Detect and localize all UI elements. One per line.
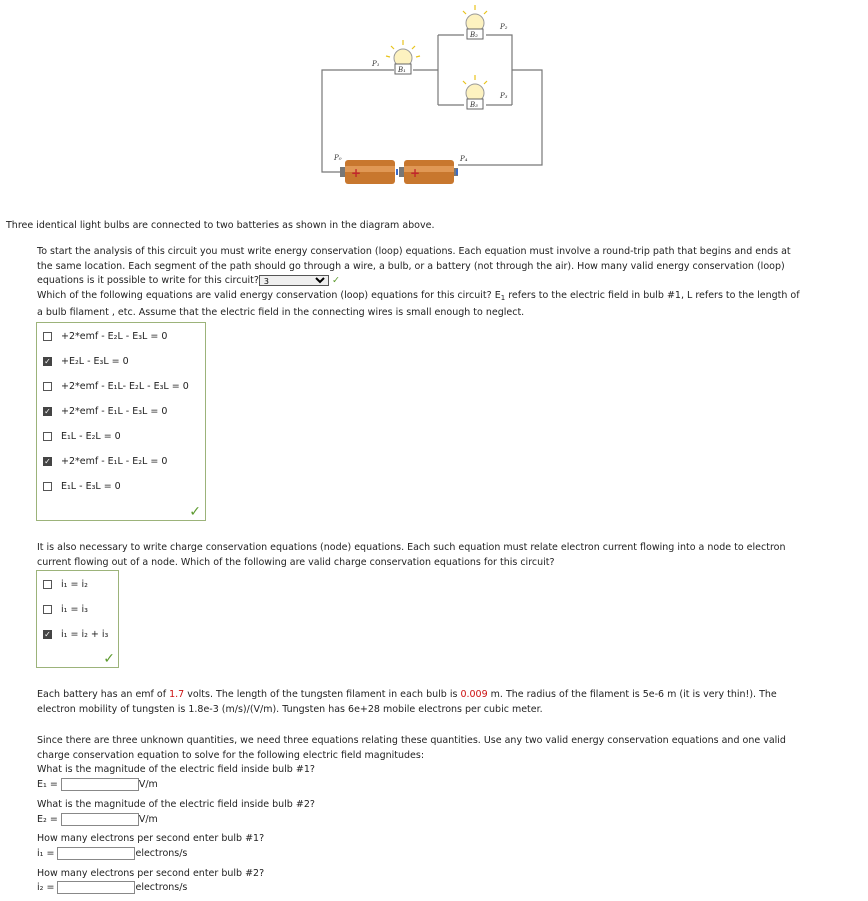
q-i1: How many electrons per second enter bulb #1? — [37, 833, 265, 845]
option-label: +2*emf - E₁L - E₂L = 0 — [61, 456, 168, 467]
loop-option-3[interactable] — [37, 374, 205, 399]
loop-option-2[interactable] — [37, 349, 205, 374]
e1-unit: V/m — [138, 779, 158, 791]
i2-unit: electrons/s — [135, 882, 188, 894]
loop-q2-1b: refers to the electric field in bulb #1, L refers to the length of — [505, 290, 800, 302]
node-option-2[interactable] — [37, 597, 118, 622]
i2-label: i₂ = — [37, 882, 55, 894]
label-p2: P₂ — [500, 23, 508, 31]
node-option-1[interactable] — [37, 572, 118, 597]
label-p3: P₃ — [500, 92, 508, 100]
option-label: i₁ = i₃ — [61, 604, 88, 615]
option-label: E₁L - E₂L = 0 — [61, 431, 121, 442]
check-icon: ✓ — [103, 651, 115, 667]
loop-option-5[interactable] — [37, 424, 205, 449]
e1-label: E₁ = — [37, 779, 58, 791]
option-label: E₁L - E₃L = 0 — [61, 481, 121, 492]
checkbox[interactable] — [43, 605, 52, 614]
option-label: i₁ = i₂ + i₃ — [61, 629, 109, 640]
checkbox[interactable]: ✓ — [44, 456, 51, 466]
checkbox[interactable]: ✓ — [44, 406, 51, 416]
loop-options-box — [36, 322, 206, 521]
option-label: +2*emf - E₁L - E₃L = 0 — [61, 406, 168, 417]
checkbox[interactable] — [43, 382, 52, 391]
loop-option-7[interactable] — [37, 474, 205, 499]
battery-text-2: electron mobility of tungsten is 1.8e-3 (m/s)/(V/m). Tungsten has 6e+28 mobile electrons per cubic meter. — [37, 703, 543, 715]
loop-text-3: equations is it possible to write for this circuit? — [37, 275, 259, 287]
battery-text-c: m. The radius of the filament is 5e-6 m (it is very thin!). The — [487, 689, 777, 700]
e2-label: E₂ = — [37, 813, 58, 825]
option-label: +E₂L - E₃L = 0 — [61, 356, 129, 367]
e1-input[interactable] — [61, 778, 139, 791]
circuit-diagram — [300, 0, 560, 195]
node-text-2: current flowing out of a node. Which of the following are valid charge conservation equations for this circuit? — [37, 556, 555, 568]
label-p0: P₀ — [334, 154, 342, 162]
q-e1: What is the magnitude of the electric field inside bulb #1? — [37, 764, 315, 776]
q-e2: What is the magnitude of the electric field inside bulb #2? — [37, 798, 315, 810]
loop-option-1[interactable] — [37, 324, 205, 349]
loop-option-6[interactable] — [37, 449, 205, 474]
loop-option-4[interactable] — [37, 399, 205, 424]
i1-unit: electrons/s — [135, 847, 188, 859]
checkbox[interactable] — [43, 580, 52, 589]
loop-text-1: To start the analysis of this circuit you must write energy conservation (loop) equations. Each equation must involve a round-trip path that begins and ends at — [37, 246, 791, 257]
battery-text-a: Each battery has an emf of — [37, 689, 170, 700]
label-b2: B₂ — [470, 31, 478, 39]
label-b3: B₃ — [470, 101, 478, 109]
node-option-3[interactable] — [37, 622, 118, 647]
intro-text: Three identical light bulbs are connected to two batteries as shown in the diagram above. — [6, 220, 435, 231]
e2-unit: V/m — [138, 813, 158, 825]
option-label: +2*emf - E₁L- E₂L - E₃L = 0 — [61, 381, 189, 392]
unknowns-text-1: Since there are three unknown quantities, we need three equations relating these quantities. Use any two valid energy conservation equations and one valid — [37, 735, 786, 746]
label-b1: B₁ — [398, 66, 406, 74]
loop-q2-2: a bulb filament , etc. Assume that the electric field in the connecting wires is small enough to neglect. — [37, 306, 525, 318]
battery-2 — [396, 160, 458, 184]
battery-1 — [340, 160, 395, 184]
length-value: 0.009 — [460, 689, 488, 700]
i1-input[interactable] — [57, 847, 135, 860]
e2-input[interactable] — [61, 813, 139, 826]
checkbox[interactable] — [43, 432, 52, 441]
emf-value: 1.7 — [169, 689, 185, 700]
node-text-1: It is also necessary to write charge conservation equations (node) equations. Each such equation must relate electron current flowing into a node to electron — [37, 542, 786, 553]
battery-text-b: volts. The length of the tungsten filament in each bulb is — [184, 689, 461, 700]
option-label: +2*emf - E₂L - E₃L = 0 — [61, 331, 168, 342]
svg-text:+: + — [351, 166, 362, 180]
checkbox[interactable]: ✓ — [44, 356, 51, 366]
i1-label: i₁ = — [37, 847, 55, 859]
q-i2: How many electrons per second enter bulb #2? — [37, 867, 265, 879]
loop-text-2: the same location. Each segment of the path should go through a wire, a bulb, or a battery (not through the air). How many valid energy conservation (loop) — [37, 260, 785, 272]
checkbox[interactable] — [43, 332, 52, 341]
node-options-box — [36, 570, 119, 668]
label-p4: P₄ — [460, 155, 468, 163]
checkbox[interactable] — [43, 482, 52, 491]
label-p1: P₁ — [372, 60, 380, 68]
check-icon: ✓ — [331, 275, 340, 287]
checkbox[interactable]: ✓ — [44, 629, 51, 639]
unknowns-text-2: charge conservation equation to solve for the following electric field magnitudes: — [37, 749, 425, 761]
option-label: i₁ = i₂ — [61, 579, 88, 590]
loop-q2-1: Which of the following equations are valid energy conservation (loop) equations for this circuit? E — [37, 290, 501, 302]
loop-count-select[interactable] — [259, 275, 329, 286]
svg-text:+: + — [410, 166, 421, 180]
check-icon: ✓ — [189, 504, 201, 520]
i2-input[interactable] — [57, 881, 135, 894]
